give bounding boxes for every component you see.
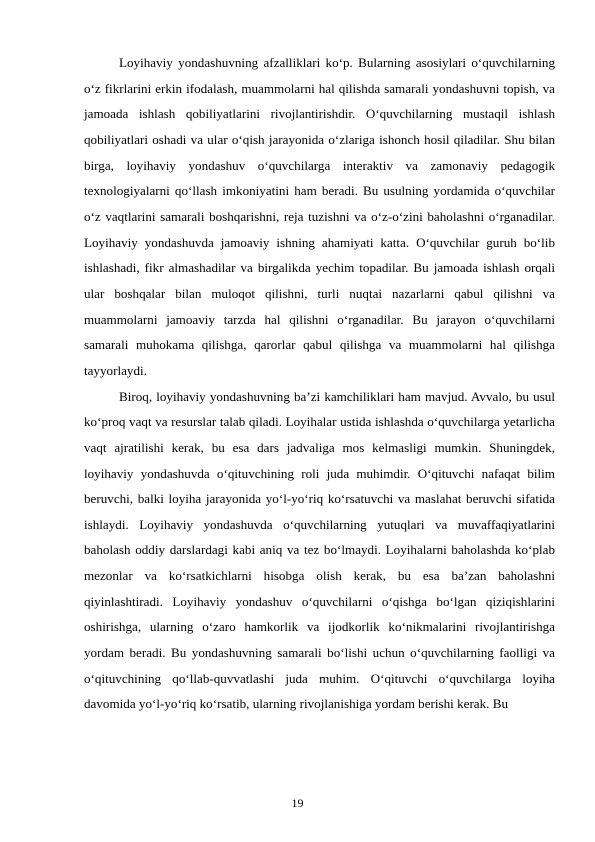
paragraph-disadvantages: Biroq, loyihaviy yondashuvning ba’zi kamchiliklari ham mavjud. Avvalo, bu usul ko‘proq vaqt va resurslar talab qiladi. Loyihalar ustida ishlashda o‘quvchilarga yetarlicha vaqt ajratilishi kerak, bu esa dars jadvaliga mos kelmasligi mumkin. Shuningdek, loyihaviy yondashuvda o‘qituvchining roli juda muhimdir. O‘qituvchi nafaqat bilim beruvchi, balki loyiha jarayonida yo‘l-yo‘riq ko‘rsatuvchi va maslahat beruvchi sifatida ishlaydi. Loyihaviy yondashuvda o‘quvchilarning yutuqlari va muvaffaqiyatlarini baholash oddiy darslardagi kabi aniq va tez bo‘lmaydi. Loyihalarni baholashda ko‘plab mezonlar va ko‘rsatkichlarni hisobga olish kerak, bu esa ba’zan baholashni qiyinlashtiradi. Loyihaviy yondashuv o‘quvchilarni o‘qishga bo‘lgan qiziqishlarini oshirishga, ularning o‘zaro hamkorlik va ijodkorlik ko‘nikmalarini rivojlantirishga yordam beradi. Bu yondashuvning samarali bo‘lishi uchun o‘quvchilarning faolligi va o‘qituvchining qo‘llab-quvvatlashi juda muhim. O‘qituvchi o‘quvchilarga loyiha davomida yo‘l-yo‘riq ko‘rsatib, ularning rivojlanishiga yordam berishi kerak. Bu xyxy=(84,388,555,712)
paragraph-advantages: Loyihaviy yondashuvning afzalliklari ko‘p. Bularning asosiylari o‘quvchilarning o‘z fikrlarini erkin ifodalash, muammolarni hal qilishda samarali yondashuvni topish, va jamoada ishlash qobiliyatlarini rivojlantirishdir. O‘quvchilarning mustaqil ishlash qobiliyatlari oshadi va ular o‘qish jarayonida o‘zlariga ishonch hosil qiladilar. Shu bilan birga, loyihaviy yondashuv o‘quvchilarga interaktiv va zamonaviy pedagogik texnologiyalarni qo‘llash imkoniyatini ham beradi. Bu usulning yordamida o‘quvchilar o‘z vaqtlarini samarali boshqarishni, reja tuzishni va o‘z-o‘zini baholashni o‘rganadilar. Loyihaviy yondashuvda jamoaviy ishning ahamiyati katta. O‘quvchilar guruh bo‘lib ishlashadi, fikr almashadilar va birgalikda yechim topadilar. Bu jamoada ishlash orqali ular boshqalar bilan muloqot qilishni, turli nuqtai nazarlarni qabul qilishni va muammolarni jamoaviy tarzda hal qilishni o‘rganadilar. Bu jarayon o‘quvchilarni samarali muhokama qilishga, qarorlar qabul qilishga va muammolarni hal qilishga tayyorlaydi. xyxy=(84,55,555,378)
page-number: 19 xyxy=(291,796,304,810)
document-page xyxy=(84,50,555,717)
